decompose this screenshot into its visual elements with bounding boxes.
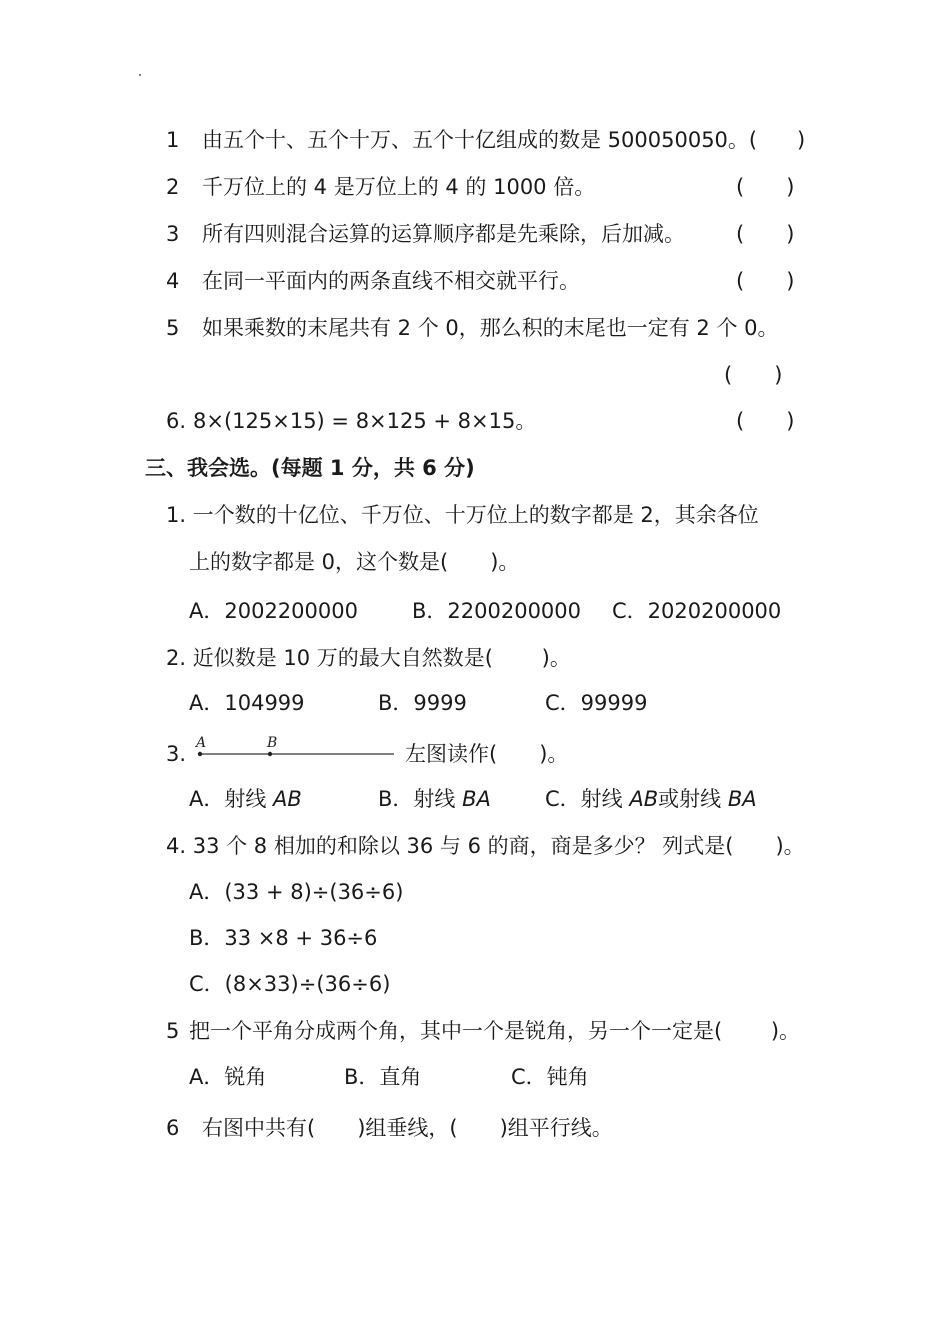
choice-2-option-b: B．9999 — [378, 691, 467, 715]
judge-4-text: 在同一平面内的两条直线不相交就平行。 — [202, 269, 580, 293]
choice-1-line-2: 上的数字都是 0，这个数是( )。 — [189, 550, 520, 574]
section-3-heading: 三、我会选。(每题 1 分，共 6 分) — [145, 456, 475, 480]
choice-3-option-c-ray-2: BA — [727, 787, 757, 811]
point-a-label: A — [196, 735, 207, 751]
scan-dot-mark — [139, 74, 141, 76]
judge-5-answer-paren: ( ) — [724, 363, 783, 387]
judge-6-text: 8×(125×15) = 8×125 + 8×15。 — [193, 409, 537, 433]
choice-4-option-a: A．(33 + 8)÷(36÷6) — [189, 880, 404, 904]
choice-3-option-a — [189, 785, 302, 813]
choice-3-text: 左图读作( )。 — [405, 742, 569, 766]
judge-6-answer-paren: ( ) — [736, 409, 795, 433]
judge-6-number: 6. — [166, 409, 187, 433]
judge-2-text: 千万位上的 4 是万位上的 4 的 1000 倍。 — [202, 175, 596, 199]
judge-3-answer-paren: ( ) — [736, 222, 795, 246]
judge-2-number: 2 — [166, 175, 180, 199]
choice-2-option-c: C．99999 — [545, 691, 648, 715]
judge-3-number: 3 — [166, 222, 180, 246]
choice-3-option-c-ray-1: AB — [629, 787, 659, 811]
choice-2-option-a: A．104999 — [189, 691, 305, 715]
choice-6-number: 6 — [166, 1116, 180, 1140]
judge-5-number: 5 — [166, 316, 180, 340]
choice-1-line-1: 1. 一个数的十亿位、千万位、十万位上的数字都是 2，其余各位 — [166, 503, 759, 527]
choice-3-option-c-middle: 或射线 — [658, 787, 728, 811]
choice-3-option-a-ray: AB — [273, 787, 302, 811]
choice-4-text: 4. 33 个 8 相加的和除以 36 与 6 的商，商是多少？ 列式是( )。 — [166, 834, 805, 858]
choice-1-option-c: C．2020200000 — [612, 599, 782, 623]
judge-3-text: 所有四则混合运算的运算顺序都是先乘除，后加减。 — [202, 222, 685, 246]
judge-2-answer-paren: ( ) — [736, 175, 795, 199]
choice-5-option-a: A．锐角 — [189, 1065, 267, 1089]
choice-4-option-c: C．(8×33)÷(36÷6) — [189, 972, 391, 996]
choice-4-option-b: B．33 ×8 + 36÷6 — [189, 926, 378, 950]
choice-5-text: 把一个平角分成两个角，其中一个是锐角，另一个一定是( )。 — [189, 1019, 801, 1043]
choice-3-option-c — [545, 785, 757, 813]
choice-3-option-a-prefix: A．射线 — [189, 787, 274, 811]
choice-3-option-b-prefix: B．射线 — [378, 787, 463, 811]
choice-3-number: 3. — [166, 742, 187, 766]
choice-3-option-b — [378, 785, 491, 813]
choice-5-option-b: B．直角 — [344, 1065, 422, 1089]
choice-5-option-c: C．钝角 — [511, 1065, 589, 1089]
choice-5-number: 5 — [166, 1019, 180, 1043]
point-b — [268, 752, 272, 756]
judge-1-close-paren: ) — [797, 128, 806, 152]
ray-diagram — [192, 733, 397, 765]
choice-2-text: 2. 近似数是 10 万的最大自然数是( )。 — [166, 646, 571, 670]
choice-1-option-b: B．2200200000 — [412, 599, 582, 623]
point-a — [198, 752, 202, 756]
point-b-label: B — [267, 735, 278, 751]
choice-3-option-b-ray: BA — [462, 787, 491, 811]
judge-1-number: 1 — [166, 128, 180, 152]
choice-1-option-a: A．2002200000 — [189, 599, 358, 623]
judge-4-answer-paren: ( ) — [736, 269, 795, 293]
judge-4-number: 4 — [166, 269, 180, 293]
judge-1-text: 由五个十、五个十万、五个十亿组成的数是 500050050。( — [202, 128, 758, 152]
judge-5-text: 如果乘数的末尾共有 2 个 0，那么积的末尾也一定有 2 个 0。 — [202, 316, 779, 340]
choice-6-text: 右图中共有( )组垂线，( )组平行线。 — [202, 1116, 613, 1140]
choice-3-option-c-prefix: C．射线 — [545, 787, 630, 811]
